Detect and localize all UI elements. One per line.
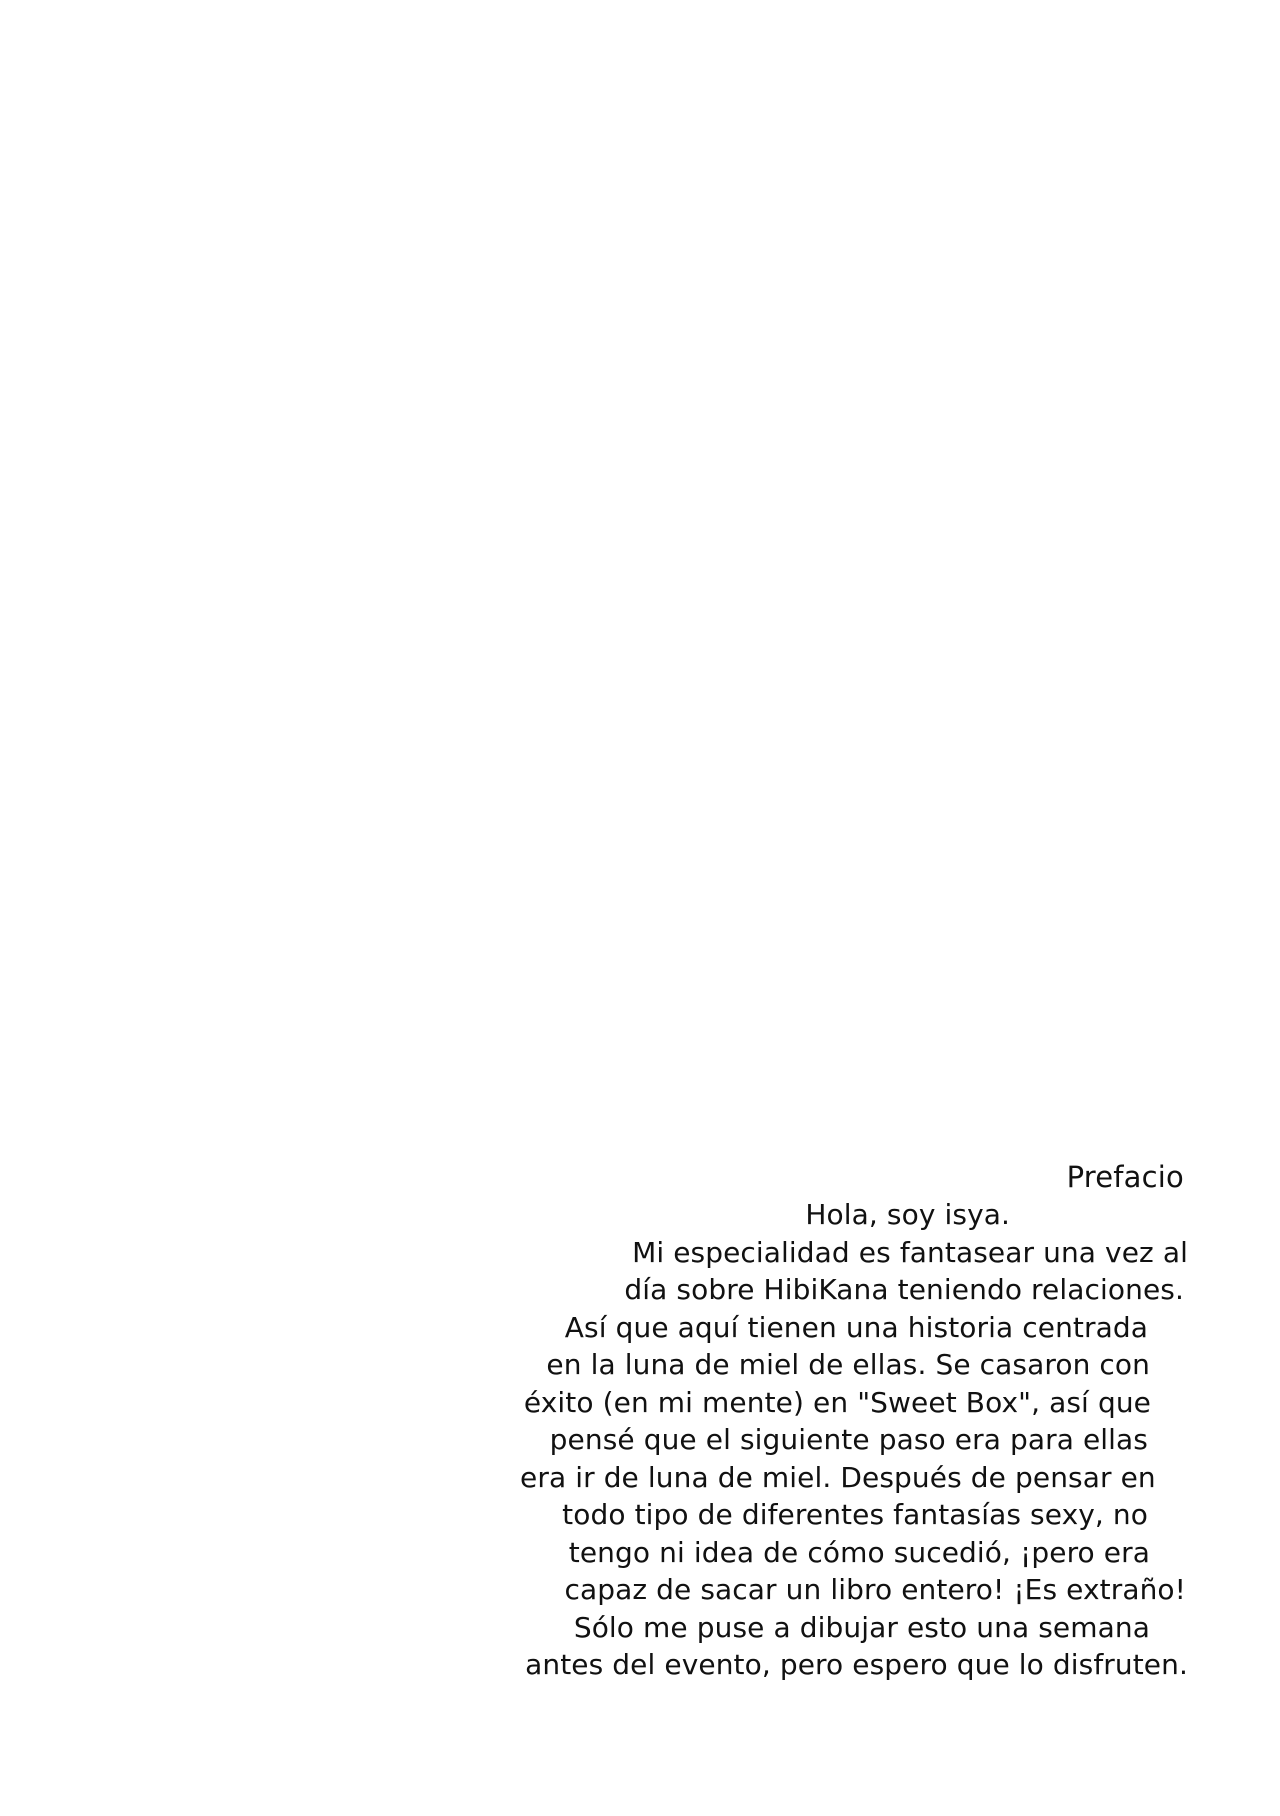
preface-block <box>520 1158 1188 1684</box>
preface-line: día sobre HibiKana teniendo relaciones. <box>624 1273 1184 1306</box>
preface-line: éxito (en mi mente) en "Sweet Box", así que <box>523 1385 1151 1419</box>
preface-line: capaz de sacar un libro entero! ¡Es extraño! <box>564 1573 1186 1606</box>
preface-line: Mi especialidad es fantasear una vez al <box>632 1235 1188 1269</box>
preface-line: todo tipo de diferentes fantasías sexy, no <box>562 1498 1148 1531</box>
preface-line: tengo ni idea de cómo sucedió, ¡pero era <box>568 1535 1150 1569</box>
preface-line: Sólo me puse a dibujar esto una semana <box>573 1610 1150 1644</box>
preface-line: en la luna de miel de ellas. Se casaron con <box>546 1348 1150 1381</box>
preface-line: era ir de luna de miel. Después de pensar en <box>520 1460 1156 1494</box>
preface-line: Así que aquí tienen una historia centrada <box>564 1310 1148 1344</box>
preface-title: Prefacio <box>1066 1160 1184 1194</box>
preface-line: antes del evento, pero espero que lo disfruten. <box>525 1648 1188 1681</box>
preface-line: pensé que el siguiente paso era para ellas <box>549 1423 1148 1456</box>
preface-line: Hola, soy isya. <box>805 1198 1010 1231</box>
